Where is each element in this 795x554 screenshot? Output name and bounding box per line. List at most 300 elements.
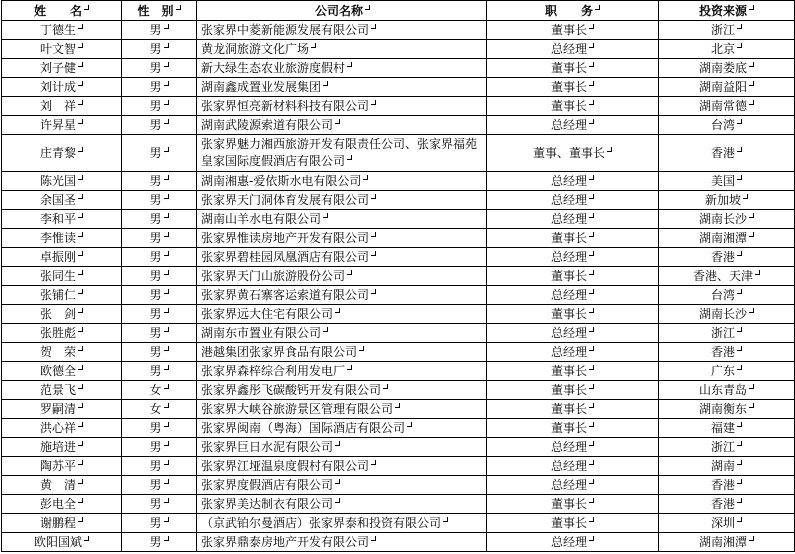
cell-name: 洪心祥 <box>2 419 122 438</box>
header-gender: 性 别 <box>122 1 197 21</box>
cell-name: 余国圣 <box>2 191 122 210</box>
cell-source: 台湾 <box>659 116 795 135</box>
cell-marker-icon <box>164 365 169 370</box>
cell-gender: 男 <box>122 191 197 210</box>
cell-post: 董事长 <box>487 21 659 40</box>
cell-gender: 女 <box>122 381 197 400</box>
cell-name: 庄青黎 <box>2 135 122 172</box>
cell-marker-icon <box>371 24 376 29</box>
cell-marker-icon <box>737 460 742 465</box>
cell-marker-icon <box>164 81 169 86</box>
cell-marker-icon <box>164 308 169 313</box>
cell-marker-icon <box>164 62 169 67</box>
cell-name: 欧德全 <box>2 362 122 381</box>
table-row <box>2 97 795 116</box>
cell-name: 李和平 <box>2 210 122 229</box>
table-row <box>2 362 795 381</box>
cell-marker-icon <box>164 232 169 237</box>
cell-marker-icon <box>78 403 83 408</box>
cell-company: 港越集团张家界食品有限公司 <box>197 343 487 362</box>
cell-marker-icon <box>749 403 754 408</box>
cell-marker-icon <box>363 175 368 180</box>
cell-company: 张家界江垭温泉度假村有限公司 <box>197 457 487 476</box>
cell-name: 张胜彪 <box>2 324 122 343</box>
cell-gender: 男 <box>122 97 197 116</box>
cell-gender: 男 <box>122 419 197 438</box>
cell-marker-icon <box>78 460 83 465</box>
cell-marker-icon <box>359 346 364 351</box>
table-row <box>2 533 795 552</box>
cell-marker-icon <box>164 460 169 465</box>
cell-name: 卓振刚 <box>2 248 122 267</box>
cell-source: 湖南衡东 <box>659 400 795 419</box>
cell-name: 范景飞 <box>2 381 122 400</box>
cell-marker-icon <box>164 194 169 199</box>
cell-marker-icon <box>589 365 594 370</box>
table-row <box>2 400 795 419</box>
table-row <box>2 210 795 229</box>
cell-source: 台湾 <box>659 286 795 305</box>
cell-marker-icon <box>749 213 754 218</box>
cell-marker-icon <box>164 422 169 427</box>
cell-marker-icon <box>589 517 594 522</box>
cell-marker-icon <box>164 100 169 105</box>
cell-source: 湖南 <box>659 457 795 476</box>
cell-post: 董事长 <box>487 495 659 514</box>
cell-company: 张家界惟读房地产开发有限公司 <box>197 229 487 248</box>
cell-marker-icon <box>589 327 594 332</box>
cell-gender: 男 <box>122 267 197 286</box>
cell-marker-icon <box>749 5 754 10</box>
cell-marker-icon <box>78 308 83 313</box>
cell-name: 叶文智 <box>2 40 122 59</box>
cell-gender: 男 <box>122 476 197 495</box>
cell-source: 美国 <box>659 172 795 191</box>
cell-marker-icon <box>323 81 328 86</box>
cell-marker-icon <box>371 232 376 237</box>
cell-marker-icon <box>176 5 181 10</box>
cell-source: 新加坡 <box>659 191 795 210</box>
cell-marker-icon <box>78 24 83 29</box>
cell-marker-icon <box>371 289 376 294</box>
cell-post: 总经理 <box>487 533 659 552</box>
cell-marker-icon <box>589 403 594 408</box>
cell-post: 总经理 <box>487 343 659 362</box>
cell-marker-icon <box>84 536 89 541</box>
cell-marker-icon <box>78 327 83 332</box>
cell-marker-icon <box>595 5 600 10</box>
cell-name: 谢鹏程 <box>2 514 122 533</box>
cell-source: 湖南常德 <box>659 97 795 116</box>
cell-marker-icon <box>78 119 83 124</box>
table-row <box>2 495 795 514</box>
cell-marker-icon <box>737 327 742 332</box>
cell-marker-icon <box>737 251 742 256</box>
cell-post: 总经理 <box>487 191 659 210</box>
cell-source: 香港 <box>659 495 795 514</box>
cell-company: 张家界鑫彤飞碳酸钙开发有限公司 <box>197 381 487 400</box>
cell-marker-icon <box>589 213 594 218</box>
cell-source: 湖南娄底 <box>659 59 795 78</box>
cell-gender: 女 <box>122 400 197 419</box>
cell-company: 张家界鼎泰房地产开发有限公司 <box>197 533 487 552</box>
cell-marker-icon <box>589 270 594 275</box>
cell-company: 张家界森梓综合利用发电厂 <box>197 362 487 381</box>
cell-post: 董事长 <box>487 229 659 248</box>
cell-marker-icon <box>164 536 169 541</box>
table-row <box>2 59 795 78</box>
cell-marker-icon <box>371 251 376 256</box>
cell-marker-icon <box>589 119 594 124</box>
table-row <box>2 116 795 135</box>
cell-marker-icon <box>78 289 83 294</box>
cell-company: 张家界中菱新能源发展有限公司 <box>197 21 487 40</box>
cell-name: 罗嗣清 <box>2 400 122 419</box>
cell-name: 欧阳国斌 <box>2 533 122 552</box>
cell-gender: 男 <box>122 248 197 267</box>
header-post: 职 务 <box>487 1 659 21</box>
cell-gender: 男 <box>122 362 197 381</box>
cell-marker-icon <box>737 441 742 446</box>
cell-gender: 男 <box>122 172 197 191</box>
table-row <box>2 172 795 191</box>
cell-marker-icon <box>749 232 754 237</box>
cell-post: 总经理 <box>487 248 659 267</box>
cell-gender: 男 <box>122 78 197 97</box>
cell-marker-icon <box>749 100 754 105</box>
cell-gender: 男 <box>122 229 197 248</box>
cell-post: 总经理 <box>487 286 659 305</box>
cell-name: 贺 荣 <box>2 343 122 362</box>
cell-name: 张 剑 <box>2 305 122 324</box>
table-row <box>2 135 795 172</box>
cell-marker-icon <box>78 441 83 446</box>
cell-marker-icon <box>164 43 169 48</box>
cell-post: 总经理 <box>487 476 659 495</box>
cell-marker-icon <box>407 422 412 427</box>
cell-marker-icon <box>78 251 83 256</box>
table-row <box>2 229 795 248</box>
cell-source: 香港 <box>659 476 795 495</box>
cell-marker-icon <box>164 213 169 218</box>
cell-gender: 男 <box>122 286 197 305</box>
cell-post: 总经理 <box>487 210 659 229</box>
table-row <box>2 457 795 476</box>
cell-source: 香港 <box>659 248 795 267</box>
cell-marker-icon <box>589 289 594 294</box>
table-row <box>2 191 795 210</box>
header-row <box>2 1 795 21</box>
cell-marker-icon <box>589 460 594 465</box>
cell-gender: 男 <box>122 135 197 172</box>
table-row <box>2 286 795 305</box>
cell-marker-icon <box>78 213 83 218</box>
header-name: 姓 名 <box>2 1 122 21</box>
cell-marker-icon <box>737 24 742 29</box>
table-row <box>2 78 795 97</box>
cell-marker-icon <box>589 100 594 105</box>
cell-company: 张家界大峡谷旅游景区管理有限公司 <box>197 400 487 419</box>
cell-source: 深圳 <box>659 514 795 533</box>
table-row <box>2 438 795 457</box>
cell-gender: 男 <box>122 438 197 457</box>
cell-post: 董事长 <box>487 362 659 381</box>
cell-company: 湖南鑫成置业发展集团 <box>197 78 487 97</box>
cell-marker-icon <box>164 403 169 408</box>
cell-company: 湖南山羊水电有限公司 <box>197 210 487 229</box>
table-row <box>2 381 795 400</box>
cell-marker-icon <box>749 384 754 389</box>
cell-name: 陈光国 <box>2 172 122 191</box>
cell-marker-icon <box>164 384 169 389</box>
cell-name: 彭电全 <box>2 495 122 514</box>
cell-company: 黄龙洞旅游文化广场 <box>197 40 487 59</box>
cell-marker-icon <box>737 422 742 427</box>
cell-source: 湖南益阳 <box>659 78 795 97</box>
cell-marker-icon <box>371 100 376 105</box>
cell-marker-icon <box>164 441 169 446</box>
cell-company: 张家界巨日水泥有限公司 <box>197 438 487 457</box>
cell-marker-icon <box>164 289 169 294</box>
table-row <box>2 514 795 533</box>
cell-company: 张家界碧桂园凤凰酒店有限公司 <box>197 248 487 267</box>
cell-marker-icon <box>78 384 83 389</box>
cell-marker-icon <box>589 479 594 484</box>
cell-marker-icon <box>78 100 83 105</box>
cell-source: 香港 <box>659 343 795 362</box>
cell-post: 董事、董事长 <box>487 135 659 172</box>
cell-marker-icon <box>335 441 340 446</box>
cell-marker-icon <box>589 24 594 29</box>
cell-post: 总经理 <box>487 457 659 476</box>
cell-marker-icon <box>347 155 352 160</box>
cell-marker-icon <box>164 24 169 29</box>
cell-post: 董事长 <box>487 78 659 97</box>
cell-marker-icon <box>78 62 83 67</box>
cell-marker-icon <box>589 175 594 180</box>
cell-marker-icon <box>589 384 594 389</box>
cell-post: 总经理 <box>487 324 659 343</box>
cell-marker-icon <box>78 270 83 275</box>
cell-source: 浙江 <box>659 438 795 457</box>
table-row <box>2 21 795 40</box>
cell-post: 总经理 <box>487 172 659 191</box>
cell-marker-icon <box>371 536 376 541</box>
cell-marker-icon <box>335 308 340 313</box>
cell-post: 董事长 <box>487 400 659 419</box>
cell-marker-icon <box>335 498 340 503</box>
cell-gender: 男 <box>122 116 197 135</box>
header-company: 公司名称 <box>197 1 487 21</box>
cell-marker-icon <box>737 175 742 180</box>
cell-marker-icon <box>78 232 83 237</box>
cell-marker-icon <box>78 365 83 370</box>
cell-post: 总经理 <box>487 116 659 135</box>
cell-marker-icon <box>589 346 594 351</box>
cell-marker-icon <box>589 232 594 237</box>
cell-marker-icon <box>395 403 400 408</box>
cell-gender: 男 <box>122 324 197 343</box>
cell-marker-icon <box>347 365 352 370</box>
cell-marker-icon <box>589 498 594 503</box>
cell-name: 张铺仁 <box>2 286 122 305</box>
cell-marker-icon <box>347 62 352 67</box>
cell-post: 董事长 <box>487 97 659 116</box>
cell-post: 董事长 <box>487 305 659 324</box>
cell-name: 陶苏平 <box>2 457 122 476</box>
table-row <box>2 248 795 267</box>
cell-marker-icon <box>383 384 388 389</box>
cell-marker-icon <box>737 517 742 522</box>
cell-marker-icon <box>164 479 169 484</box>
cell-marker-icon <box>78 498 83 503</box>
cell-post: 董事长 <box>487 514 659 533</box>
cell-post: 总经理 <box>487 40 659 59</box>
cell-gender: 男 <box>122 533 197 552</box>
cell-company: 张家界闽南（粤海）国际酒店有限公司 <box>197 419 487 438</box>
cell-marker-icon <box>589 81 594 86</box>
cell-marker-icon <box>749 308 754 313</box>
cell-marker-icon <box>311 43 316 48</box>
cell-marker-icon <box>335 119 340 124</box>
cell-gender: 男 <box>122 514 197 533</box>
table-row <box>2 40 795 59</box>
cell-gender: 男 <box>122 343 197 362</box>
cell-source: 福建 <box>659 419 795 438</box>
cell-gender: 男 <box>122 40 197 59</box>
cell-marker-icon <box>589 251 594 256</box>
cell-name: 黄 清 <box>2 476 122 495</box>
cell-marker-icon <box>737 346 742 351</box>
cell-marker-icon <box>607 147 612 152</box>
cell-company: 张家界恒亮新材料科技有限公司 <box>197 97 487 116</box>
cell-marker-icon <box>164 270 169 275</box>
cell-source: 湖南长沙 <box>659 210 795 229</box>
cell-gender: 男 <box>122 495 197 514</box>
cell-post: 董事长 <box>487 419 659 438</box>
cell-post: 董事长 <box>487 381 659 400</box>
cell-company: 新大绿生态农业旅游度假村 <box>197 59 487 78</box>
cell-company: 张家界天门山旅游股份公司 <box>197 267 487 286</box>
cell-source: 香港、天津 <box>659 267 795 286</box>
cell-marker-icon <box>335 479 340 484</box>
cell-name: 刘子健 <box>2 59 122 78</box>
cell-marker-icon <box>164 119 169 124</box>
cell-marker-icon <box>443 517 448 522</box>
cell-marker-icon <box>737 43 742 48</box>
cell-marker-icon <box>749 81 754 86</box>
table-row <box>2 476 795 495</box>
table-row <box>2 267 795 286</box>
table-row <box>2 419 795 438</box>
cell-marker-icon <box>589 441 594 446</box>
cell-gender: 男 <box>122 210 197 229</box>
cell-marker-icon <box>78 422 83 427</box>
cell-source: 湖南湘潭 <box>659 533 795 552</box>
cell-marker-icon <box>164 327 169 332</box>
cell-marker-icon <box>755 270 760 275</box>
cell-marker-icon <box>78 479 83 484</box>
cell-post: 董事长 <box>487 59 659 78</box>
cell-marker-icon <box>164 175 169 180</box>
cell-marker-icon <box>78 43 83 48</box>
header-source: 投资来源 <box>659 1 795 21</box>
cell-marker-icon <box>737 365 742 370</box>
cell-company: 张家界魅力湘西旅游开发有限责任公司、张家界福苑皇家国际度假酒店有限公司 <box>197 135 487 172</box>
cell-marker-icon <box>749 62 754 67</box>
cell-marker-icon <box>749 536 754 541</box>
cell-company: 湖南武陵源索道有限公司 <box>197 116 487 135</box>
cell-company: 湖南湘惠-爱依斯水电有限公司 <box>197 172 487 191</box>
cell-post: 总经理 <box>487 438 659 457</box>
cell-marker-icon <box>589 43 594 48</box>
table-row <box>2 343 795 362</box>
cell-gender: 男 <box>122 457 197 476</box>
cell-company: 湖南东市置业有限公司 <box>197 324 487 343</box>
cell-marker-icon <box>164 251 169 256</box>
cell-marker-icon <box>365 5 370 10</box>
table-row <box>2 324 795 343</box>
cell-marker-icon <box>589 536 594 541</box>
cell-source: 湖南长沙 <box>659 305 795 324</box>
cell-name: 刘计成 <box>2 78 122 97</box>
cell-company: （京武铂尔曼酒店）张家界泰和投资有限公司 <box>197 514 487 533</box>
cell-marker-icon <box>84 5 89 10</box>
cell-marker-icon <box>164 346 169 351</box>
cell-marker-icon <box>737 479 742 484</box>
cell-marker-icon <box>737 289 742 294</box>
cell-marker-icon <box>589 308 594 313</box>
cell-marker-icon <box>164 517 169 522</box>
cell-source: 广东 <box>659 362 795 381</box>
cell-marker-icon <box>78 346 83 351</box>
cell-marker-icon <box>78 194 83 199</box>
cell-company: 张家界美达制衣有限公司 <box>197 495 487 514</box>
cell-marker-icon <box>78 175 83 180</box>
cell-marker-icon <box>164 147 169 152</box>
cell-marker-icon <box>323 327 328 332</box>
cell-marker-icon <box>589 422 594 427</box>
cell-name: 刘 祥 <box>2 97 122 116</box>
cell-marker-icon <box>323 213 328 218</box>
table-row <box>2 305 795 324</box>
cell-marker-icon <box>164 498 169 503</box>
cell-gender: 男 <box>122 21 197 40</box>
cell-marker-icon <box>737 119 742 124</box>
cell-company: 张家界天门洞体育发展有限公司 <box>197 191 487 210</box>
cell-marker-icon <box>737 147 742 152</box>
cell-marker-icon <box>347 270 352 275</box>
cell-post: 董事长 <box>487 267 659 286</box>
cell-marker-icon <box>737 498 742 503</box>
cell-marker-icon <box>371 460 376 465</box>
cell-marker-icon <box>589 194 594 199</box>
cell-source: 山东青岛 <box>659 381 795 400</box>
cell-marker-icon <box>78 81 83 86</box>
cell-name: 施培进 <box>2 438 122 457</box>
cell-marker-icon <box>78 517 83 522</box>
cell-name: 丁德生 <box>2 21 122 40</box>
cell-source: 香港 <box>659 135 795 172</box>
cell-name: 张同生 <box>2 267 122 286</box>
cell-name: 李惟读 <box>2 229 122 248</box>
cell-marker-icon <box>589 62 594 67</box>
cell-gender: 男 <box>122 305 197 324</box>
cell-marker-icon <box>743 194 748 199</box>
cell-source: 湖南湘潭 <box>659 229 795 248</box>
cell-company: 张家界黄石寨客运索道有限公司 <box>197 286 487 305</box>
cell-source: 浙江 <box>659 21 795 40</box>
